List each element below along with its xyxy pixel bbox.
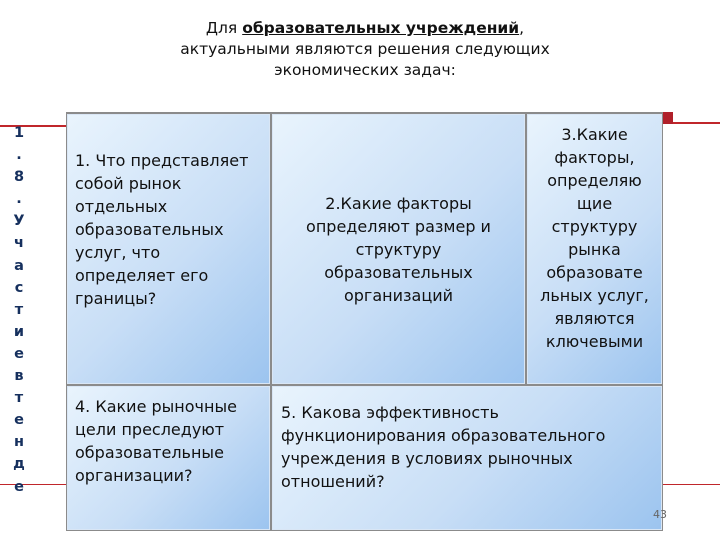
vertical-section-label: 1 . 8 . У ч а с т и е в т е н д е — [13, 125, 25, 495]
question-cell-1 — [67, 114, 270, 384]
title-highlight: образовательных учреждений — [242, 19, 520, 37]
question-2-text: 2.Какие факторы определяют размер и структуру образовательных организаций — [306, 193, 491, 305]
slide-title — [110, 18, 620, 81]
question-cell-3 — [527, 114, 662, 384]
question-1-text: 1. Что представляет собой рынок отдельных образовательных услуг, что определяет его границы? — [75, 151, 249, 308]
questions-table — [66, 112, 663, 531]
question-4-text: 4. Какие рыночные цели преследуют образовательные организации? — [75, 397, 237, 485]
question-cell-2 — [272, 114, 525, 384]
question-5-text: 5. Какова эффективность функционирования образовательного учреждения в условиях рыночных отношений? — [281, 403, 606, 491]
red-divider-bottom-right — [663, 484, 720, 485]
red-accent-block — [663, 112, 673, 124]
title-line-1: Для образовательных учреждений, — [205, 19, 525, 37]
page-number: 43 — [653, 508, 667, 521]
question-cell-4 — [67, 386, 270, 530]
title-line-3: экономических задач: — [274, 61, 456, 79]
title-line-2: актуальными являются решения следующих — [180, 40, 550, 58]
question-cell-5 — [272, 386, 662, 530]
question-3-text: 3.Какие факторы, определяю щие структуру рынка образовате льных услуг, являются ключевыми — [540, 125, 649, 351]
